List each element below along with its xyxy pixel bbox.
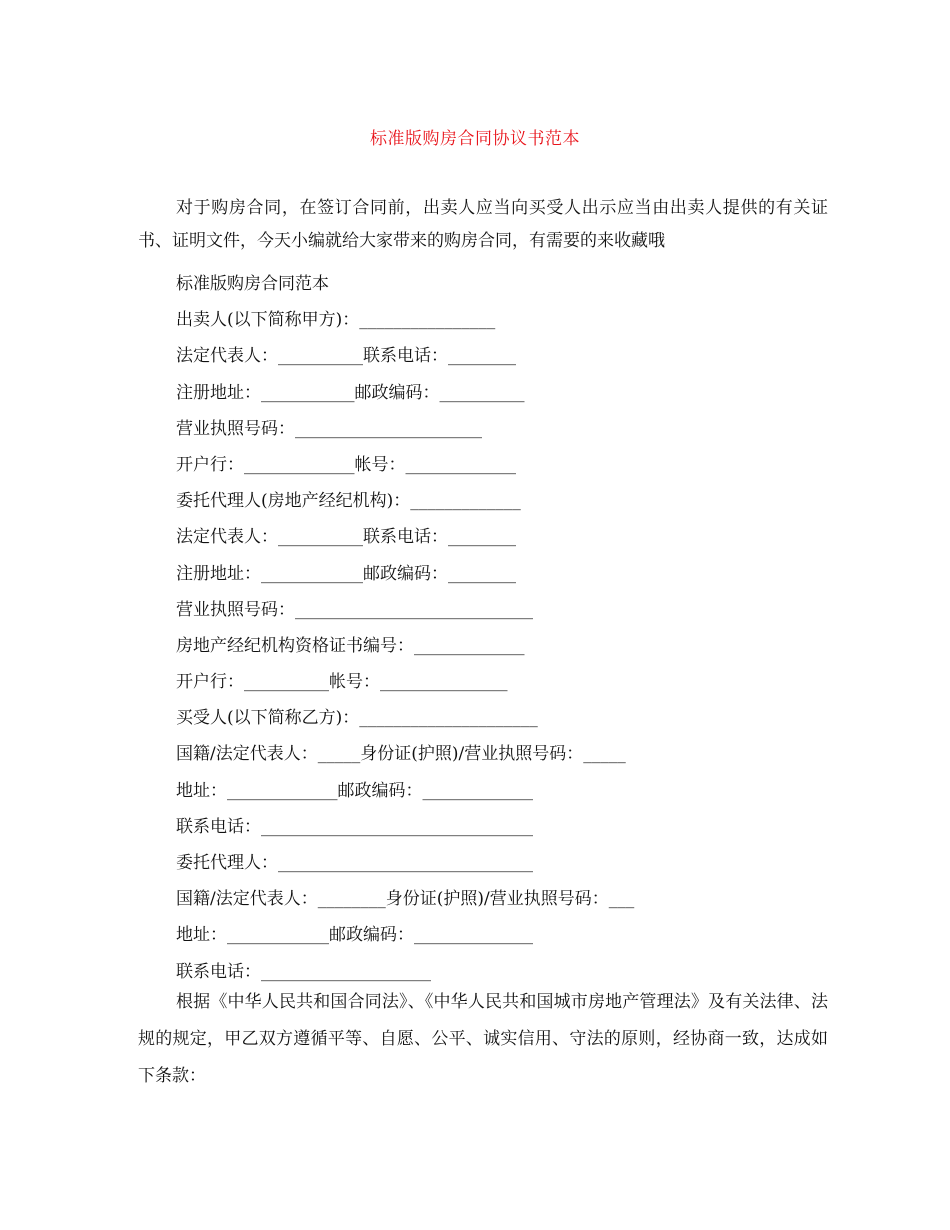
agent-bank-field: 开户行：__________帐号：_______________: [176, 672, 508, 693]
agent-license-field: 营业执照号码：____________________________: [176, 599, 533, 620]
seller-address-field: 注册地址：___________邮政编码：__________: [176, 382, 525, 403]
buyer-field: 买受人(以下简称乙方)：_____________________: [176, 708, 538, 729]
seller-license-field: 营业执照号码：______________________: [176, 418, 482, 439]
buyer-phone-field: 联系电话：________________________________: [176, 816, 533, 837]
section-heading: 标准版购房合同范本: [176, 274, 329, 294]
seller-field: 出卖人(以下简称甲方)：________________: [176, 310, 496, 331]
buyer-agent-address-field: 地址：____________邮政编码：______________: [176, 925, 533, 946]
agent-legal-rep-field: 法定代表人：__________联系电话：________: [176, 527, 516, 548]
contract-party-fields: [176, 266, 826, 990]
closing-paragraph: 根据《中华人民共和国合同法》、《中华人民共和国城市房地产管理法》及有关法律、法规的规定，甲乙双方遵循平等、自愿、公平、诚实信用、守法的原则，经协商一致，达成如下条款：: [138, 992, 828, 1086]
seller-bank-field: 开户行：_____________帐号：_____________: [176, 454, 516, 475]
document-title: 标准版购房合同协议书范本: [370, 129, 580, 149]
buyer-nationality-field: 国籍/法定代表人：_____身份证(护照)/营业执照号码：_____: [176, 744, 626, 765]
buyer-address-field: 地址：_____________邮政编码：_____________: [176, 780, 533, 801]
buyer-agent-phone-field: 联系电话：____________________: [176, 961, 431, 982]
agent-certificate-field: 房地产经纪机构资格证书编号：_____________: [176, 635, 525, 656]
agent-address-field: 注册地址：____________邮政编码：________: [176, 563, 516, 584]
seller-legal-rep-field: 法定代表人：__________联系电话：________: [176, 346, 516, 367]
buyer-agent-field: 委托代理人：______________________________: [176, 853, 533, 873]
agent-field: 委托代理人(房地产经纪机构)：_____________: [176, 491, 521, 512]
intro-paragraph: 对于购房合同，在签订合同前，出卖人应当向买受人出示应当由出卖人提供的有关证书、证明文件，今天小编就给大家带来的购房合同，有需要的来收藏哦: [138, 198, 828, 251]
buyer-agent-nationality-field: 国籍/法定代表人：________身份证(护照)/营业执照号码：___: [176, 889, 635, 910]
